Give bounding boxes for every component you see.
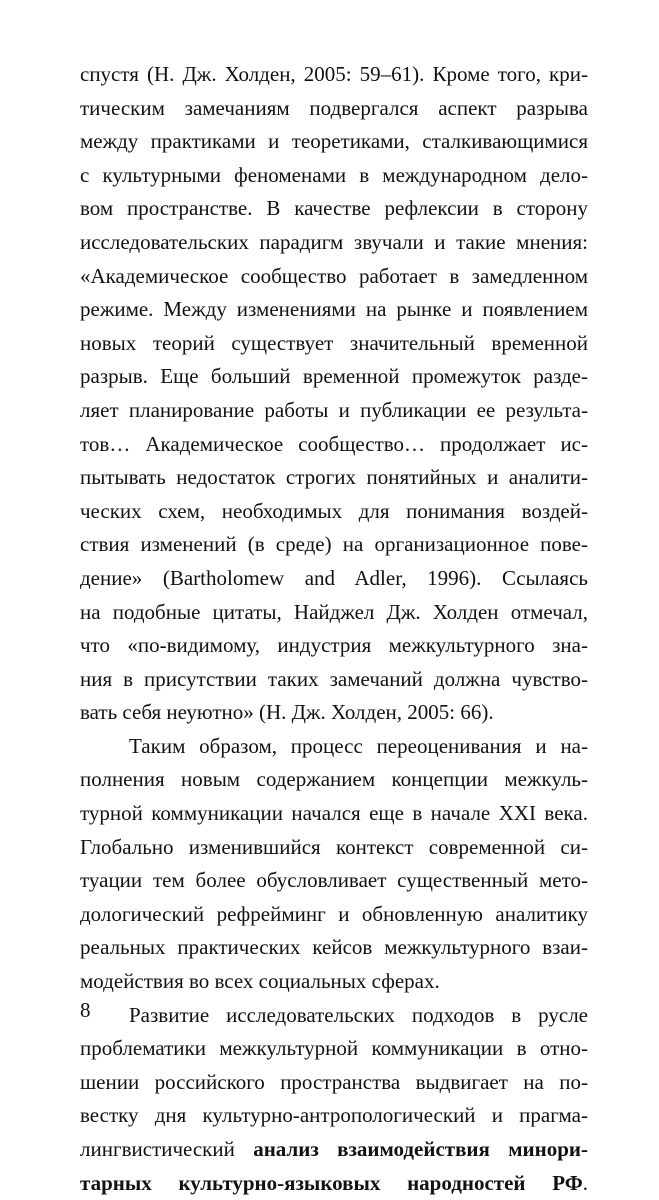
text-line: ческих схем, необходимых для понимания воздей-: [80, 498, 588, 523]
text-line: Таким образом, процесс переоценивания и на-: [129, 733, 588, 758]
text-line: «Академическое сообщество работает в замедленном: [80, 263, 588, 288]
text-line: ляет планирование работы и публикации ее результа-: [80, 397, 588, 422]
text-line: пытывать недостаток строгих понятийных и аналити-: [80, 465, 588, 490]
text-line: новых теорий существует значительный временной: [80, 330, 588, 355]
text-line: вом пространстве. В качестве рефлексии в сторону: [80, 196, 588, 221]
text-line: реальных практических кейсов межкультурного взаи-: [80, 935, 588, 960]
text-line: Развитие исследовательских подходов в русле: [129, 1002, 588, 1027]
text-normal: .: [582, 1170, 588, 1195]
text-line: тов… Академическое сообщество… продолжает ис-: [80, 431, 588, 456]
text-line: [80, 1167, 588, 1200]
text-line: тическим замечаниям подвергался аспект разрыва: [80, 95, 588, 120]
text-line: [80, 1133, 588, 1167]
text-line: дологический рефрейминг и обновленную аналитику: [80, 901, 588, 926]
text-line: полнения новым содержанием концепции межкуль-: [80, 767, 588, 792]
text-line: исследовательских парадигм звучали и такие мнения:: [80, 229, 588, 254]
page-number: 8: [80, 998, 91, 1022]
text-line: проблематики межкультурной коммуникации в отно-: [80, 1036, 588, 1061]
text-line: ствия изменений (в среде) на организационное пове-: [80, 532, 588, 557]
text-bold: анализ взаимодействия минори-: [253, 1137, 588, 1161]
text-line: на подобные цитаты, Найджел Дж. Холден отмечал,: [80, 599, 588, 624]
text-line: режиме. Между изменениями на рынке и появлением: [80, 297, 588, 322]
text-line: с культурными феноменами в международном дело-: [80, 162, 588, 187]
text-line: разрыв. Еще больший временной промежуток разде-: [80, 364, 588, 389]
text-bold: тарных культурно-языковых народностей РФ: [80, 1170, 583, 1195]
text-line: что «по-видимому, индустрия межкультурного зна-: [80, 633, 588, 658]
text-line: вать себя неуютно» (Н. Дж. Холден, 2005: 66).: [80, 700, 494, 725]
text-line: Глобально изменившийся контекст современной си-: [80, 834, 588, 859]
text-line: ния в присутствии таких замечаний должна чувство-: [80, 666, 588, 691]
text-line: шении российского пространства выдвигает на по-: [80, 1069, 588, 1094]
text-line: турной коммуникации начался еще в начале XXI века.: [80, 801, 588, 826]
text-line: модействия во всех социальных сферах.: [80, 969, 440, 994]
text-line: дение» (Bartholomew and Adler, 1996). Ссылаясь: [80, 565, 588, 590]
body-text: [80, 58, 588, 1200]
text-line: туации тем более обусловливает существенный мето-: [80, 868, 588, 893]
text-line: между практиками и теоретиками, сталкивающимися: [80, 129, 588, 154]
text-line: вестку дня культурно-антропологический и прагма-: [80, 1103, 588, 1128]
text-normal: лингвистический: [80, 1137, 254, 1161]
text-line: спустя (Н. Дж. Холден, 2005: 59–61). Кроме того, кри-: [80, 62, 588, 86]
